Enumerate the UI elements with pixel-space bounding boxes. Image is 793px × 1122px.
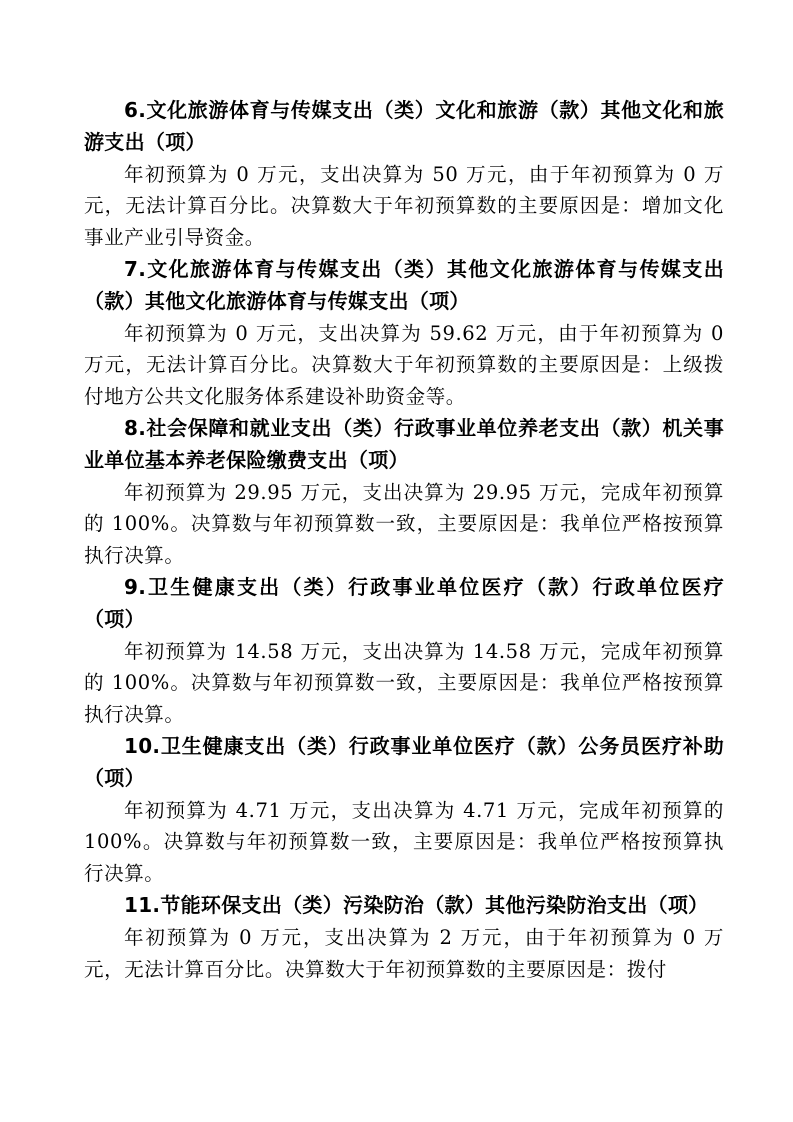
section-heading: 11.节能环保支出（类）污染防治（款）其他污染防治支出（项） — [124, 892, 709, 917]
document-content — [84, 95, 724, 985]
section-9 — [84, 572, 724, 731]
section-body: 年初预算为 0 万元，支出决算为 50 万元，由于年初预算为 0 万元，无法计算百分比。决算数大于年初预算数的主要原因是：增加文化事业产业引导资金。 — [84, 162, 724, 250]
section-heading: 9.卫生健康支出（类）行政事业单位医疗（款）行政单位医疗（项） — [84, 574, 724, 631]
section-body: 年初预算为 29.95 万元，支出决算为 29.95 万元，完成年初预算的 100%。决算数与年初预算数一致，主要原因是：我单位严格按预算执行决算。 — [84, 480, 724, 568]
section-body: 年初预算为 14.58 万元，支出决算为 14.58 万元，完成年初预算的 100%。决算数与年初预算数一致，主要原因是：我单位严格按预算执行决算。 — [84, 639, 724, 727]
section-heading: 8.社会保障和就业支出（类）行政事业单位养老支出（款）机关事业单位基本养老保险缴费支出（项） — [84, 415, 724, 472]
section-7 — [84, 254, 724, 413]
section-heading: 6.文化旅游体育与传媒支出（类）文化和旅游（款）其他文化和旅游支出（项） — [84, 98, 724, 154]
section-body: 年初预算为 0 万元，支出决算为 2 万元，由于年初预算为 0 万元，无法计算百分比。决算数大于年初预算数的主要原因是：拨付 — [84, 925, 724, 981]
section-8 — [84, 413, 724, 572]
section-6 — [84, 95, 724, 254]
section-11 — [84, 890, 724, 985]
section-body: 年初预算为 0 万元，支出决算为 59.62 万元，由于年初预算为 0 万元，无法计算百分比。决算数大于年初预算数的主要原因是：上级拨付地方公共文化服务体系建设补助资金等。 — [84, 321, 724, 409]
section-heading: 7.文化旅游体育与传媒支出（类）其他文化旅游体育与传媒支出（款）其他文化旅游体育与传媒支出（项） — [84, 256, 724, 313]
section-body: 年初预算为 4.71 万元，支出决算为 4.71 万元，完成年初预算的 100%。决算数与年初预算数一致，主要原因是：我单位严格按预算执行决算。 — [84, 798, 724, 886]
section-heading: 10.卫生健康支出（类）行政事业单位医疗（款）公务员医疗补助（项） — [84, 733, 724, 790]
section-10 — [84, 731, 724, 890]
